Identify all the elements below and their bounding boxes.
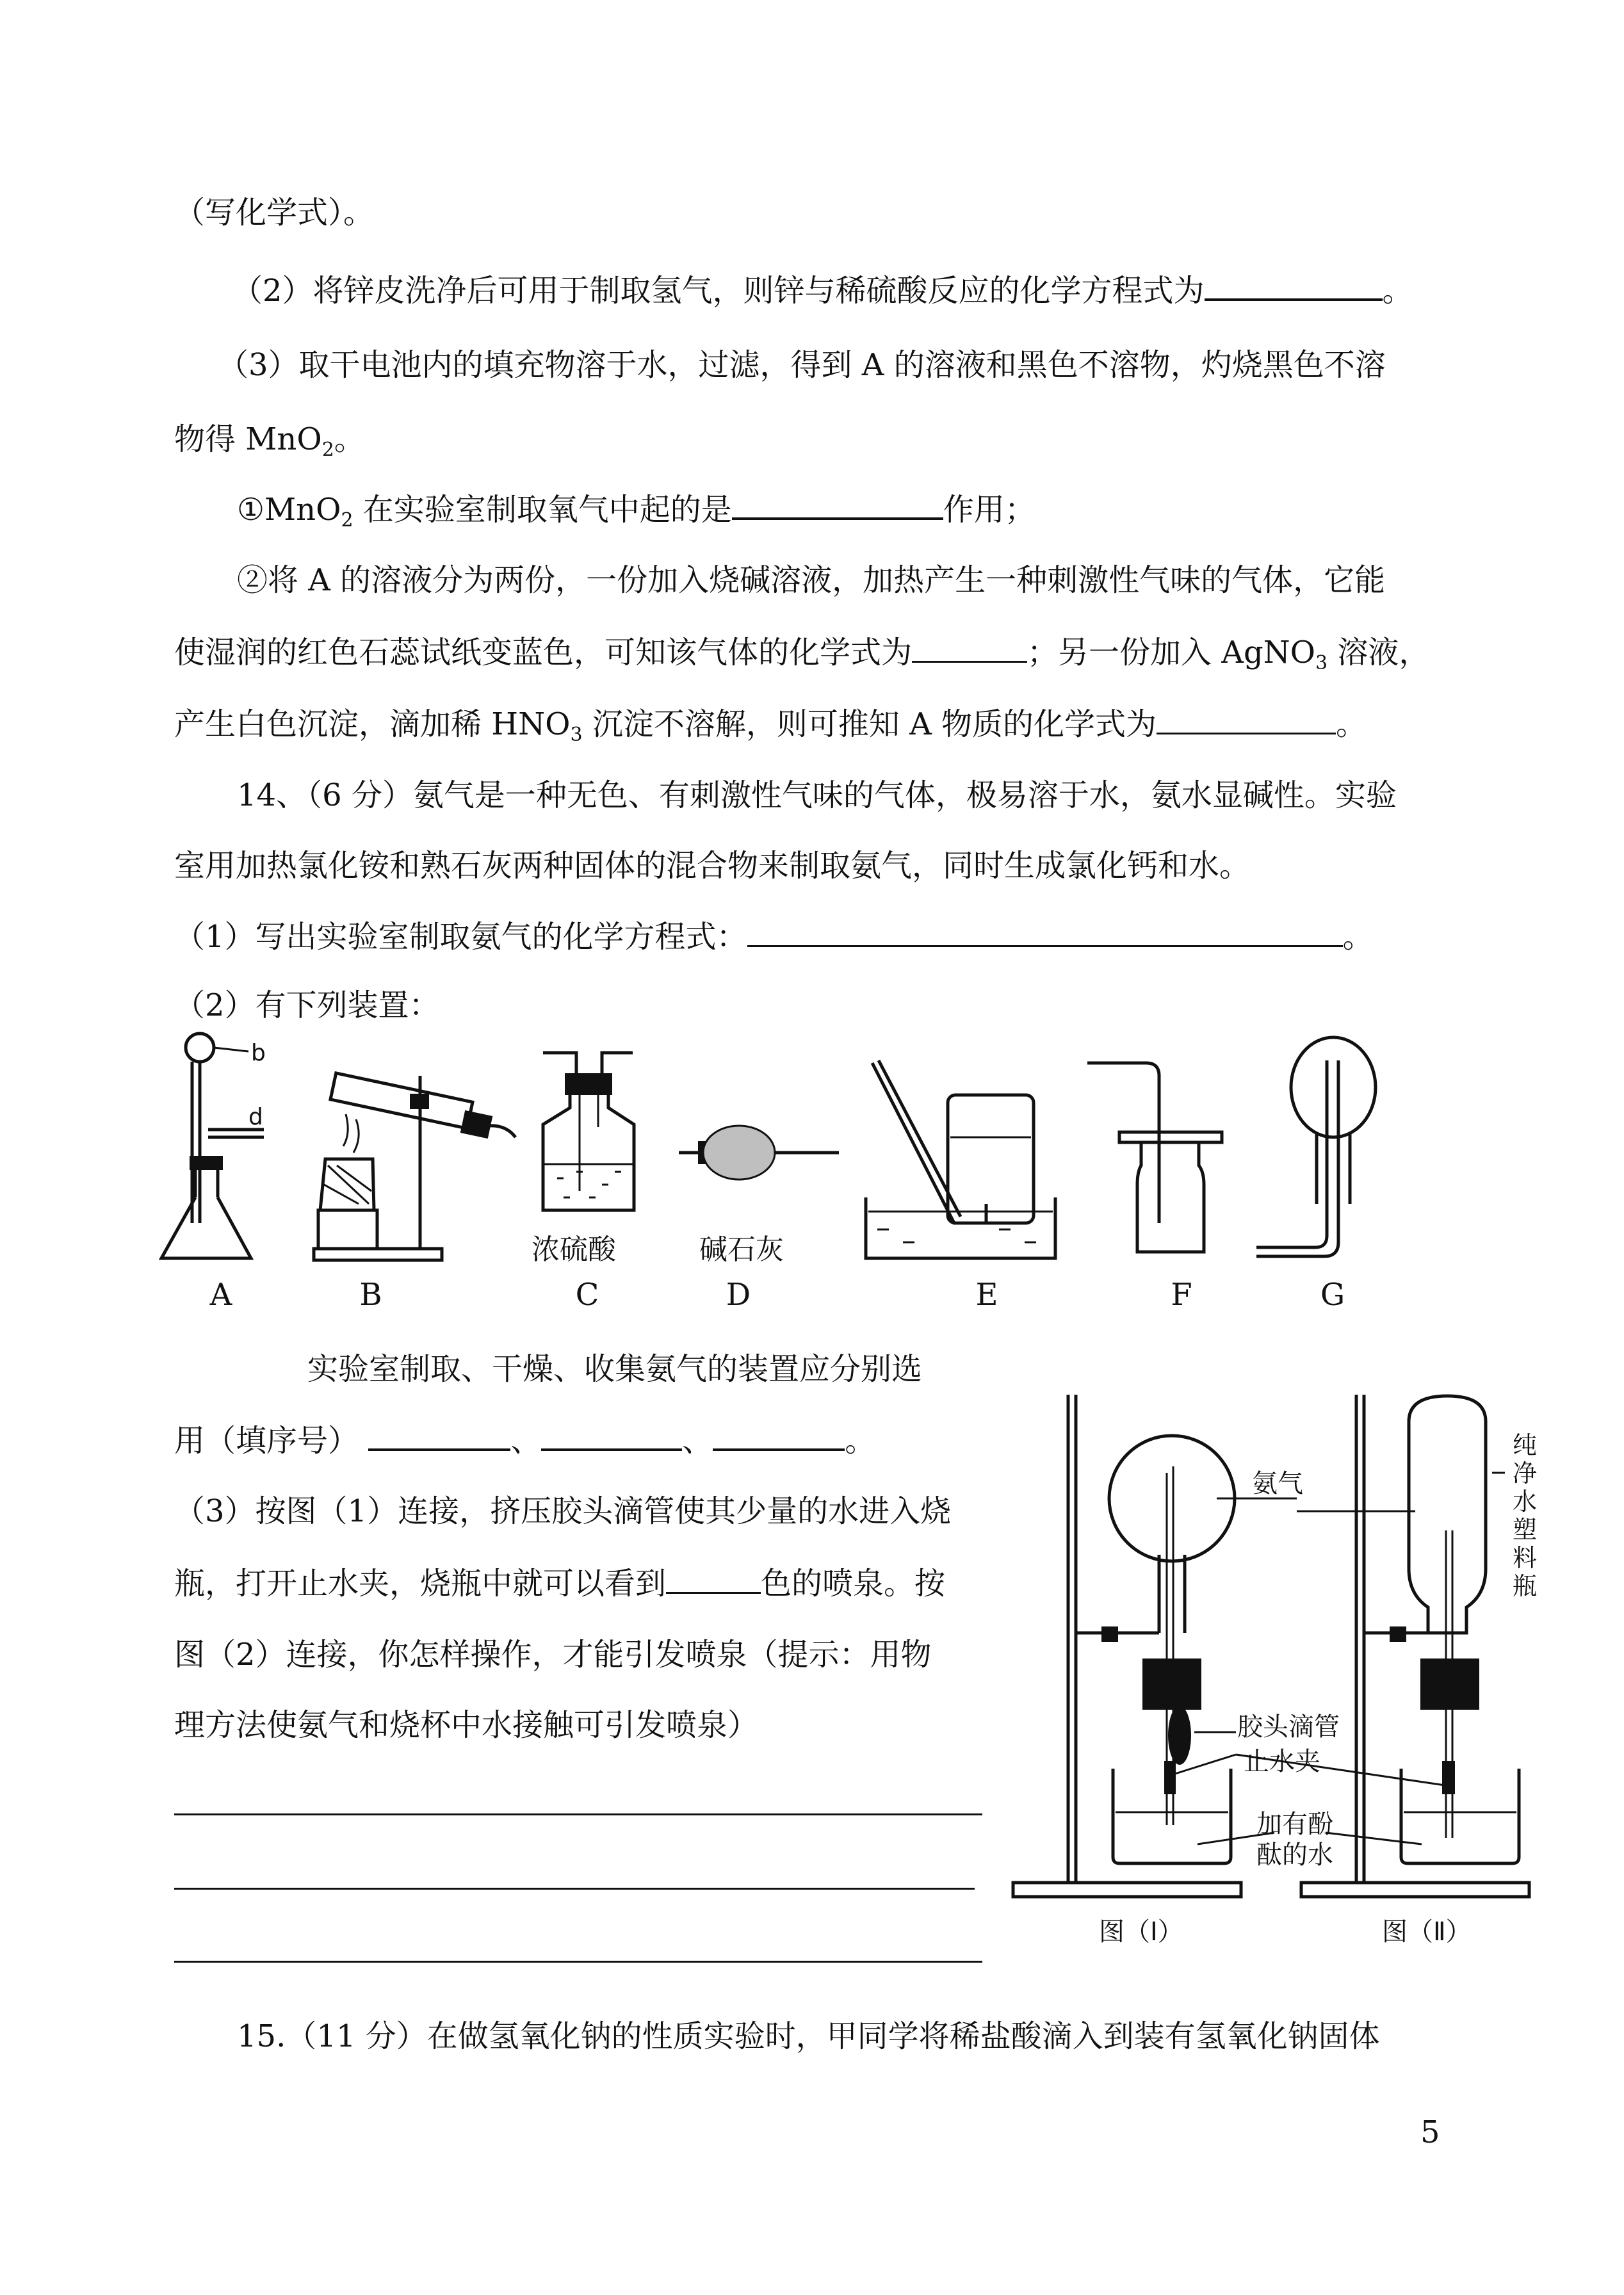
svg-text:净: 净 <box>1513 1459 1538 1488</box>
label-water-2: 酞的水 <box>1256 1840 1333 1870</box>
text-line-4: 物得 MnO$_2$。 <box>174 421 365 461</box>
svg-text:纯: 纯 <box>1513 1431 1538 1459</box>
svg-text:塑: 塑 <box>1513 1516 1538 1544</box>
caption-d: 碱石灰 <box>699 1233 784 1266</box>
fountain-fig2-apparatus <box>1301 1395 1529 1897</box>
label-dropper: 胶头滴管 <box>1237 1712 1340 1742</box>
answer-line-3[interactable] <box>174 1961 982 1963</box>
answer-blank-color[interactable] <box>666 1564 761 1594</box>
text-line-3: （3）取干电池内的填充物溶于水，过滤，得到 A 的溶液和黑色不溶物，灼烧黑色不溶 <box>218 347 1386 383</box>
question-14-part-3-line-3: 图（2）连接，你怎样操作，才能引发喷泉（提示：用物 <box>174 1637 932 1673</box>
answer-blank[interactable] <box>747 917 1343 947</box>
answer-blank-collect[interactable] <box>713 1420 845 1451</box>
answer-line-2[interactable] <box>174 1888 975 1890</box>
svg-text:瓶: 瓶 <box>1513 1572 1538 1600</box>
question-14-part-3-line-2: 瓶，打开止水夹，烧瓶中就可以看到 色的喷泉。按 <box>174 1564 945 1603</box>
question-14-part-3-line-1: （3）按图（1）连接，挤压胶头滴管使其少量的水进入烧 <box>174 1493 952 1529</box>
leader-water-2 <box>1326 1833 1422 1844</box>
answer-blank-produce[interactable] <box>368 1420 510 1451</box>
annotation-b: b <box>251 1040 266 1066</box>
svg-text:水: 水 <box>1513 1488 1538 1516</box>
label-e: E <box>975 1277 998 1313</box>
apparatus-figure <box>0 1012 1624 1306</box>
question-14-part-1: （1）写出实验室制取氨气的化学方程式： 。 <box>174 917 1374 956</box>
svg-text:料: 料 <box>1513 1544 1538 1572</box>
answer-line-1[interactable] <box>174 1813 982 1815</box>
apparatus-b-heating-tube <box>314 1073 516 1260</box>
apparatus-a-flask <box>161 1034 264 1258</box>
answer-blank[interactable] <box>1157 704 1336 734</box>
page-number: 5 <box>1420 2114 1440 2150</box>
question-14-part-2: （2）有下列装置： <box>174 987 440 1023</box>
text-line-8: 产生白色沉淀，滴加稀 $HNO_3$ 沉淀不溶解，则可推知 A 物质的化学式为 。 <box>174 704 1367 743</box>
text-line-1: （写化学式）。 <box>174 195 375 231</box>
label-a: A <box>209 1277 232 1313</box>
caption-fig-2: 图（Ⅱ） <box>1382 1917 1472 1947</box>
fountain-figure <box>1005 1377 1569 1966</box>
apparatus-f-gas-bottle <box>1087 1063 1222 1252</box>
answer-blank-dry[interactable] <box>541 1420 682 1451</box>
text-line-7: 使湿润的红色石蕊试纸变蓝色，可知该气体的化学式为 ；另一份加入 AgNO$_3$ 溶液， <box>174 633 1429 672</box>
selection-line-1: 实验室制取、干燥、收集氨气的装置应分别选 <box>307 1351 923 1387</box>
label-ammonia: 氨气 <box>1252 1469 1303 1498</box>
label-d: D <box>726 1277 751 1313</box>
text-line-6: ②将 A 的溶液分为两份，一份加入烧碱溶液，加热产生一种刺激性气味的气体，它能 <box>237 562 1386 598</box>
question-15-line-1: 15.（11 分）在做氢氧化钠的性质实验时，甲同学将稀盐酸滴入到装有氢氧化钠固体 <box>237 2018 1380 2054</box>
apparatus-g-round-flask <box>1256 1037 1376 1256</box>
answer-blank[interactable] <box>1205 270 1383 301</box>
question-14-line-2: 室用加热氯化铵和熟石灰两种固体的混合物来制取氨气，同时生成氯化钙和水。 <box>174 848 1251 884</box>
label-g: G <box>1320 1277 1345 1313</box>
text-line-5: ①MnO$_2$ 在实验室制取氧气中起的是 作用； <box>237 489 1035 529</box>
label-b: B <box>359 1277 382 1313</box>
caption-c: 浓硫酸 <box>532 1233 616 1266</box>
answer-blank[interactable] <box>732 489 943 520</box>
text-line-2: （2）将锌皮洗净后可用于制取氢气，则锌与稀硫酸反应的化学方程式为 。 <box>232 270 1413 310</box>
label-bottle-vertical <box>1513 1431 1537 1600</box>
label-clamp: 止水夹 <box>1244 1747 1320 1776</box>
apparatus-c-wash-bottle <box>543 1053 634 1210</box>
label-c: C <box>575 1277 599 1313</box>
question-14-part-3-line-4: 理方法使氨气和烧杯中水接触可引发喷泉） <box>174 1707 759 1743</box>
answer-blank[interactable] <box>912 633 1027 663</box>
selection-line-2: 用（填序号） 、 、 。 <box>174 1420 875 1460</box>
caption-fig-1: 图（Ⅰ） <box>1099 1917 1183 1947</box>
apparatus-e-water-trough <box>866 1060 1055 1258</box>
fountain-fig1-apparatus <box>1013 1395 1241 1897</box>
apparatus-d-drying-tube <box>679 1126 839 1180</box>
question-14-line-1: 14、（6 分）氨气是一种无色、有刺激性气味的气体，极易溶于水，氨水显碱性。实验 <box>237 777 1397 813</box>
label-water-1: 加有酚 <box>1256 1810 1333 1839</box>
annotation-d: d <box>248 1104 263 1130</box>
label-f: F <box>1171 1277 1192 1313</box>
